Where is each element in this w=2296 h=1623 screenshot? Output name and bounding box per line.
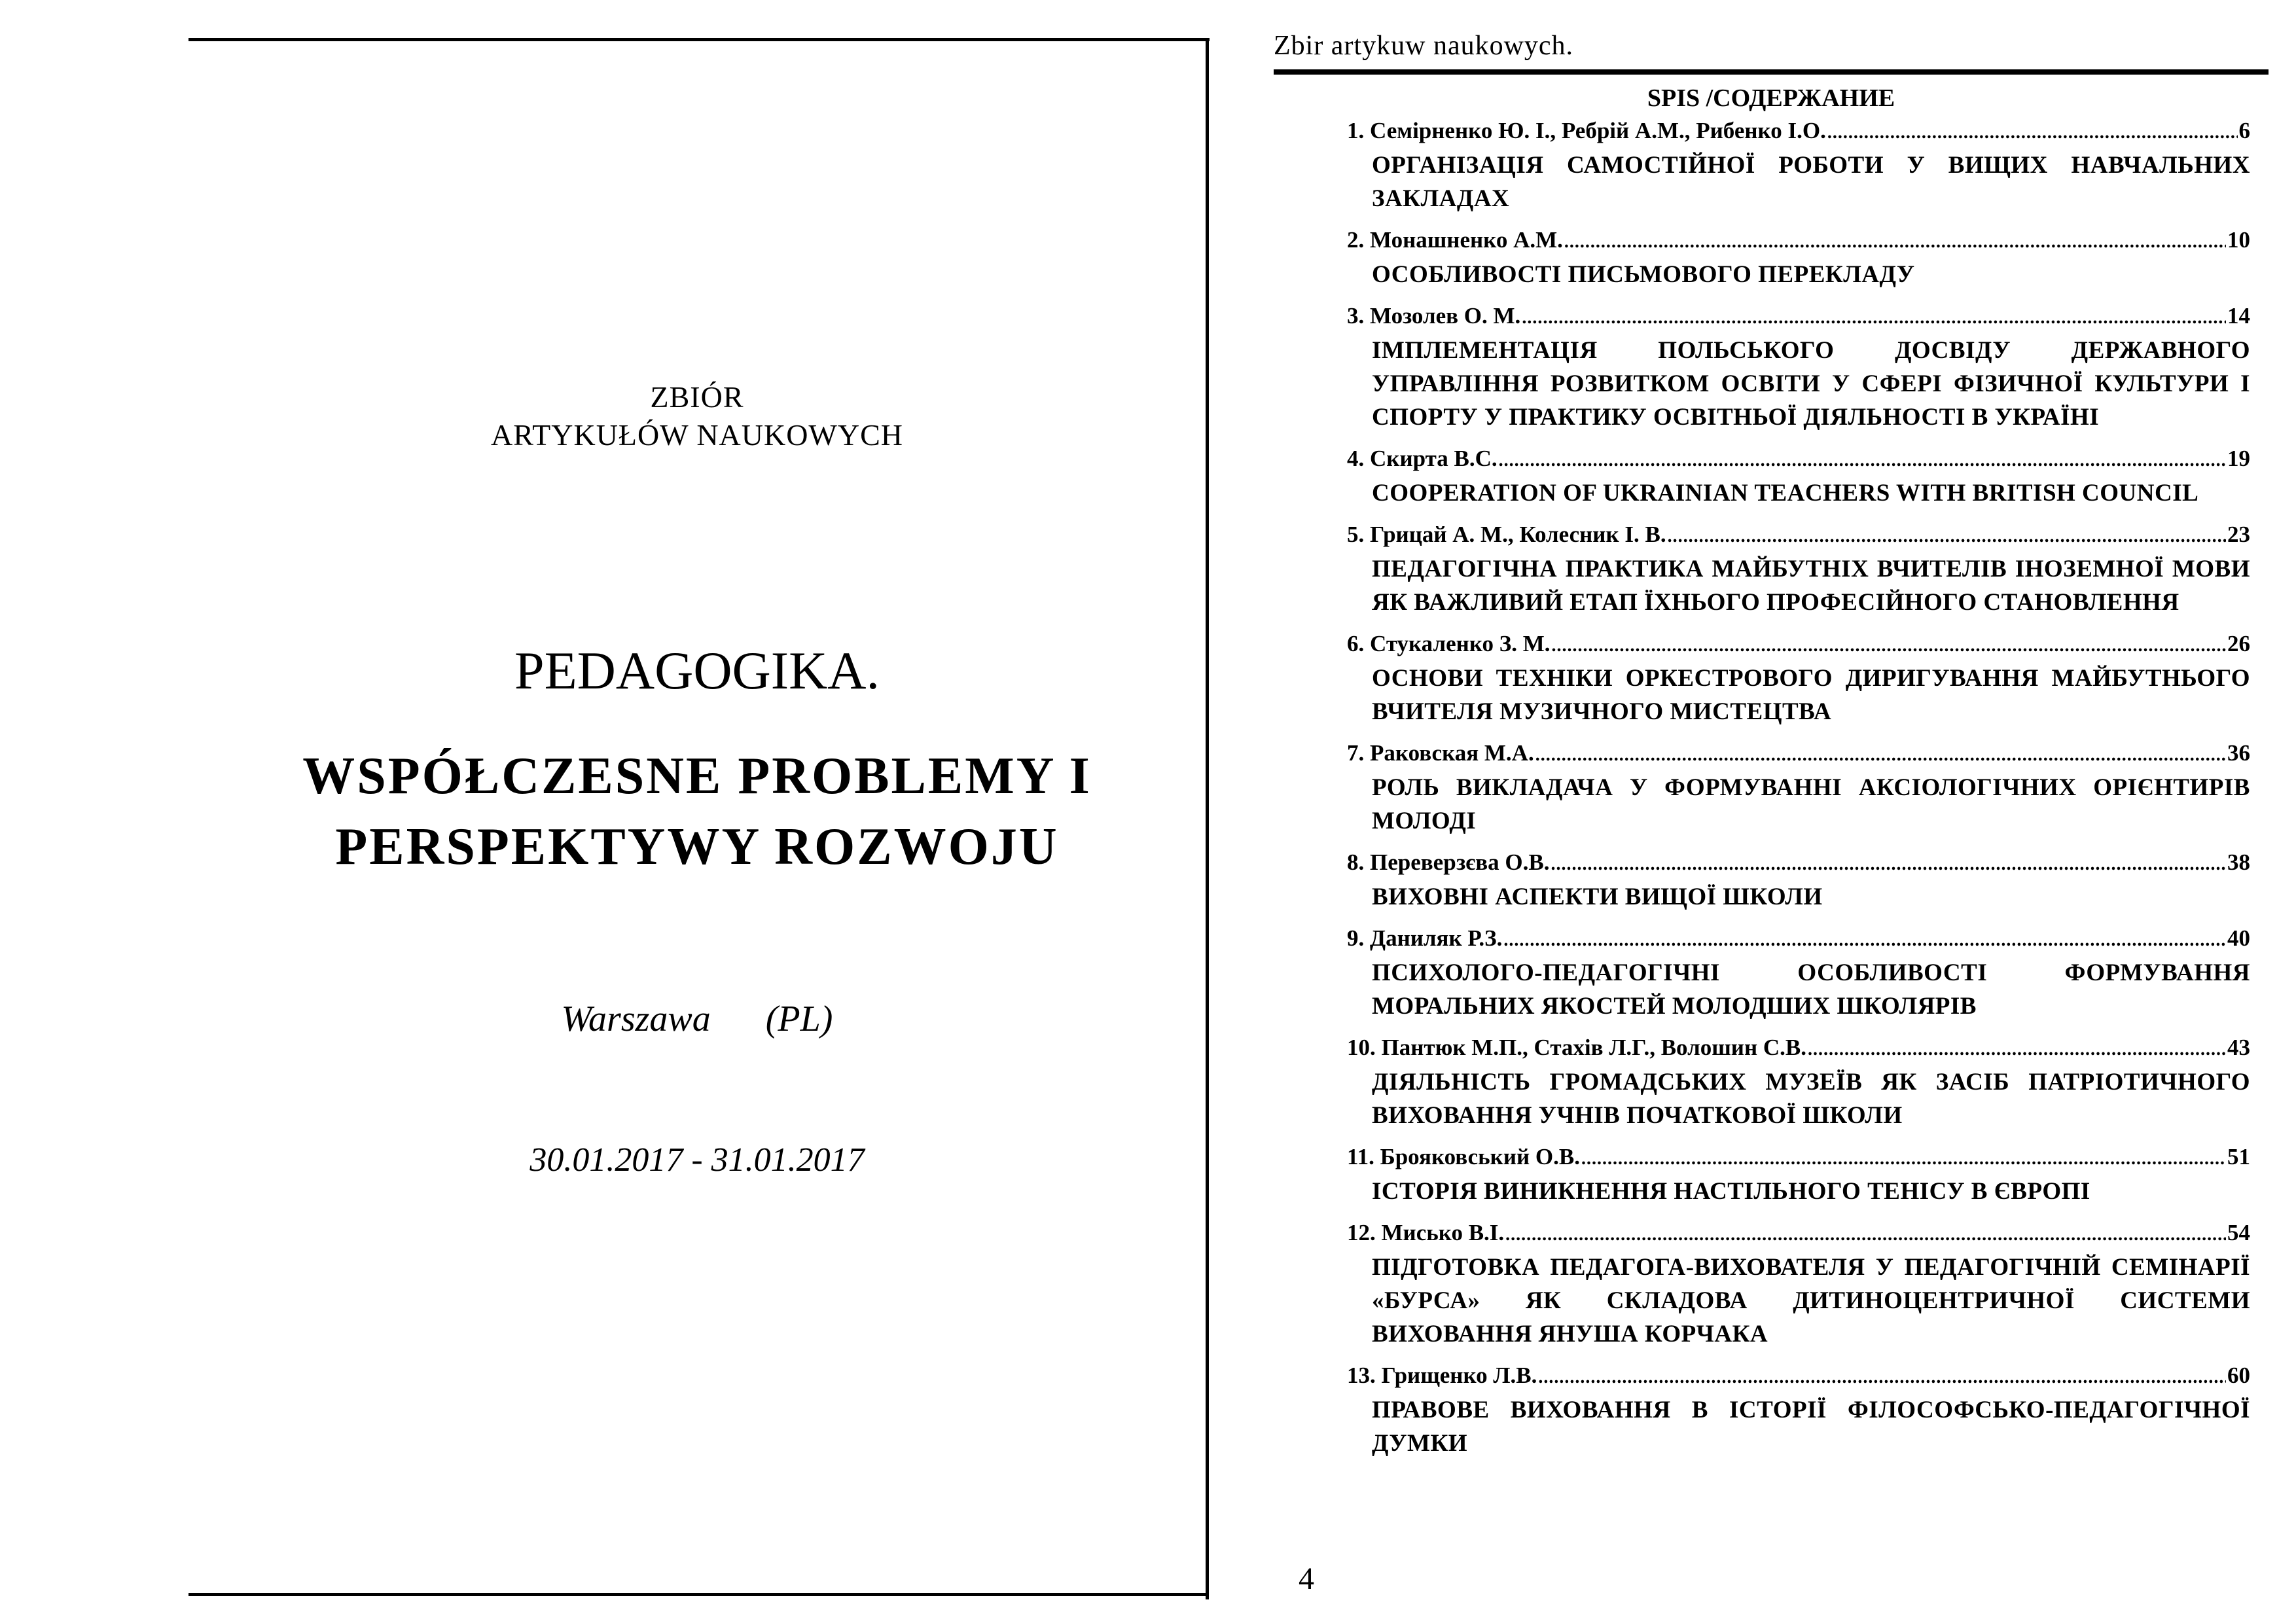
subtitle bbox=[188, 741, 1206, 882]
toc-author: 1. Семірненко Ю. І., Ребрій А.М., Рибенко І.О. bbox=[1347, 118, 1826, 143]
toc-article-title: ОРГАНІЗАЦІЯ САМОСТІЙНОЇ РОБОТИ У ВИЩИХ НАВЧАЛЬНИХ ЗАКЛАДАХ bbox=[1372, 152, 2250, 212]
toc-entry[interactable] bbox=[1347, 1360, 2250, 1460]
toc-author-line bbox=[1347, 443, 2250, 476]
toc-author-line bbox=[1347, 738, 2250, 771]
conference-dates: 30.01.2017 - 31.01.2017 bbox=[529, 1141, 865, 1179]
toc-article-title: ІСТОРІЯ ВИНИКНЕННЯ НАСТІЛЬНОГО ТЕНІСУ В ЄВРОПІ bbox=[1372, 1178, 2090, 1205]
toc-author: 11. Брояковський О.В. bbox=[1347, 1144, 1580, 1169]
page-number: 4 bbox=[1299, 1561, 1314, 1596]
toc-page-number: 10 bbox=[2227, 227, 2250, 253]
collection-label bbox=[188, 378, 1206, 454]
toc-page-number: 36 bbox=[2227, 740, 2250, 766]
toc-dot-leader bbox=[1564, 226, 2226, 258]
toc-article-title: ДІЯЛЬНІСТЬ ГРОМАДСЬКИХ МУЗЕЇВ ЯК ЗАСІБ ПАТРІОТИЧНОГО ВИХОВАННЯ УЧНІВ ПОЧАТКОВОЇ ШКОЛИ bbox=[1372, 1069, 2250, 1129]
toc-article-title: ВИХОВНІ АСПЕКТИ ВИЩОЇ ШКОЛИ bbox=[1372, 883, 1823, 910]
collection-line-2: ARTYKUŁÓW NAUKOWYCH bbox=[491, 418, 903, 452]
collection-line-1: ZBIÓR bbox=[650, 380, 744, 414]
toc-author-line bbox=[1347, 115, 2250, 149]
toc-page-number: 23 bbox=[2227, 522, 2250, 547]
toc-author-line bbox=[1347, 224, 2250, 258]
toc-author: 2. Монашненко А.М. bbox=[1347, 227, 1563, 253]
toc-author: 7. Раковская М.А. bbox=[1347, 740, 1534, 766]
main-title: PEDAGOGIKA. bbox=[514, 641, 880, 700]
toc-entry[interactable] bbox=[1347, 1141, 2250, 1208]
toc-author-line bbox=[1347, 847, 2250, 880]
toc-author: 13. Грищенко Л.В. bbox=[1347, 1363, 1537, 1388]
toc-dot-leader bbox=[1505, 1219, 2226, 1251]
toc-article-title: ПЕДАГОГІЧНА ПРАКТИКА МАЙБУТНІХ ВЧИТЕЛІВ ІНОЗЕМНОЇ МОВИ ЯК ВАЖЛИВИЙ ЕТАП ЇХНЬОГО ПРОФЕСІЙНОГО СТАНОВЛЕННЯ bbox=[1372, 556, 2250, 616]
toc-author: 8. Переверзєва О.В. bbox=[1347, 849, 1550, 875]
toc-dot-leader bbox=[1808, 1034, 2226, 1065]
toc-page-number: 51 bbox=[2227, 1144, 2250, 1169]
toc-dot-leader bbox=[1552, 630, 2226, 662]
toc-article-title: ПРАВОВЕ ВИХОВАННЯ В ІСТОРІЇ ФІЛОСОФСЬКО-ПЕДАГОГІЧНОЇ ДУМКИ bbox=[1372, 1397, 2250, 1457]
toc-dot-leader bbox=[1535, 740, 2226, 771]
toc-entry[interactable] bbox=[1347, 519, 2250, 619]
toc-dot-leader bbox=[1827, 117, 2238, 149]
toc-author-line bbox=[1347, 1217, 2250, 1251]
toc-author: 5. Грицай А. М., Колесник І. В. bbox=[1347, 522, 1666, 547]
toc-author-line bbox=[1347, 628, 2250, 662]
toc-author: 3. Мозолев О. М. bbox=[1347, 303, 1521, 329]
toc-author: 4. Скирта В.С. bbox=[1347, 446, 1498, 471]
toc-page-number: 38 bbox=[2227, 849, 2250, 875]
toc-author-line bbox=[1347, 1360, 2250, 1393]
header-rule bbox=[1274, 69, 2269, 75]
toc-page-number: 26 bbox=[2227, 631, 2250, 656]
toc-author: 6. Стукаленко З. М. bbox=[1347, 631, 1551, 656]
toc-entry[interactable] bbox=[1347, 738, 2250, 838]
left-page-top-rule bbox=[188, 38, 1210, 41]
toc-page-number: 6 bbox=[2238, 118, 2250, 143]
toc-page-number: 54 bbox=[2227, 1220, 2250, 1245]
toc-author-line bbox=[1347, 1141, 2250, 1175]
toc-dot-leader bbox=[1499, 445, 2226, 476]
table-of-contents bbox=[1347, 115, 2250, 1469]
toc-page-number: 43 bbox=[2227, 1035, 2250, 1060]
toc-article-title: РОЛЬ ВИКЛАДАЧА У ФОРМУВАННІ АКСІОЛОГІЧНИХ ОРІЄНТИРІВ МОЛОДІ bbox=[1372, 774, 2250, 834]
toc-article-title: ПІДГОТОВКА ПЕДАГОГА-ВИХОВАТЕЛЯ У ПЕДАГОГІЧНІЙ СЕМІНАРІЇ «БУРСА» ЯК СКЛАДОВА ДИТИНОЦЕНТРИЧНОЇ СИСТЕМИ ВИХОВАННЯ ЯНУША КОРЧАКА bbox=[1372, 1254, 2250, 1347]
toc-author: 10. Пантюк М.П., Стахів Л.Г., Волошин С.В. bbox=[1347, 1035, 1806, 1060]
toc-article-title: ІМПЛЕМЕНТАЦІЯ ПОЛЬСЬКОГО ДОСВІДУ ДЕРЖАВНОГО УПРАВЛІННЯ РОЗВИТКОМ ОСВІТИ У СФЕРІ ФІЗИЧНОЇ КУЛЬТУРИ І СПОРТУ У ПРАКТИКУ ОСВІТНЬОЇ ДІЯЛЬНОСТІ В УКРАЇНІ bbox=[1372, 337, 2250, 431]
toc-entry[interactable] bbox=[1347, 628, 2250, 728]
toc-dot-leader bbox=[1503, 925, 2226, 956]
toc-dot-leader bbox=[1581, 1143, 2226, 1175]
left-page-right-rule bbox=[1206, 38, 1209, 1599]
toc-author-line bbox=[1347, 519, 2250, 552]
toc-entry[interactable] bbox=[1347, 443, 2250, 510]
toc-article-title: COOPERATION OF UKRAINIAN TEACHERS WITH BRITISH COUNCIL bbox=[1372, 480, 2199, 507]
toc-dot-leader bbox=[1668, 521, 2226, 552]
toc-article-title: ОСОБЛИВОСТІ ПИСЬМОВОГО ПЕРЕКЛАДУ bbox=[1372, 261, 1915, 288]
subtitle-line-1: WSPÓŁCZESNE PROBLEMY I bbox=[302, 747, 1092, 805]
toc-entry[interactable] bbox=[1347, 923, 2250, 1023]
subtitle-line-2: PERSPEKTYWY ROZWOJU bbox=[335, 818, 1059, 876]
toc-entry[interactable] bbox=[1347, 1032, 2250, 1132]
toc-author-line bbox=[1347, 923, 2250, 956]
toc-dot-leader bbox=[1551, 849, 2227, 880]
toc-page-number: 14 bbox=[2227, 303, 2250, 329]
left-page-bottom-rule bbox=[188, 1593, 1209, 1596]
toc-page-number: 19 bbox=[2227, 446, 2250, 471]
toc-author: 12. Мисько В.І. bbox=[1347, 1220, 1505, 1245]
toc-entry[interactable] bbox=[1347, 224, 2250, 291]
toc-author-line bbox=[1347, 1032, 2250, 1065]
conference-place: Warszawa (PL) bbox=[561, 999, 833, 1039]
toc-article-title: ПСИХОЛОГО-ПЕДАГОГІЧНІ ОСОБЛИВОСТІ ФОРМУВАННЯ МОРАЛЬНИХ ЯКОСТЕЙ МОЛОДШИХ ШКОЛЯРІВ bbox=[1372, 959, 2250, 1020]
toc-entry[interactable] bbox=[1347, 1217, 2250, 1351]
toc-author-line bbox=[1347, 300, 2250, 334]
toc-title: SPIS /СОДЕРЖАНИЕ bbox=[1647, 84, 1895, 112]
toc-entry[interactable] bbox=[1347, 115, 2250, 215]
toc-page-number: 60 bbox=[2227, 1363, 2250, 1388]
running-header: Zbir artykuw naukowych. bbox=[1274, 31, 1574, 61]
toc-entry[interactable] bbox=[1347, 300, 2250, 434]
toc-dot-leader bbox=[1538, 1362, 2226, 1393]
toc-author: 9. Даниляк Р.З. bbox=[1347, 925, 1503, 951]
toc-page-number: 40 bbox=[2227, 925, 2250, 951]
toc-article-title: ОСНОВИ ТЕХНІКИ ОРКЕСТРОВОГО ДИРИГУВАННЯ МАЙБУТНЬОГО ВЧИТЕЛЯ МУЗИЧНОГО МИСТЕЦТВА bbox=[1372, 665, 2250, 725]
toc-dot-leader bbox=[1522, 302, 2226, 334]
toc-entry[interactable] bbox=[1347, 847, 2250, 914]
